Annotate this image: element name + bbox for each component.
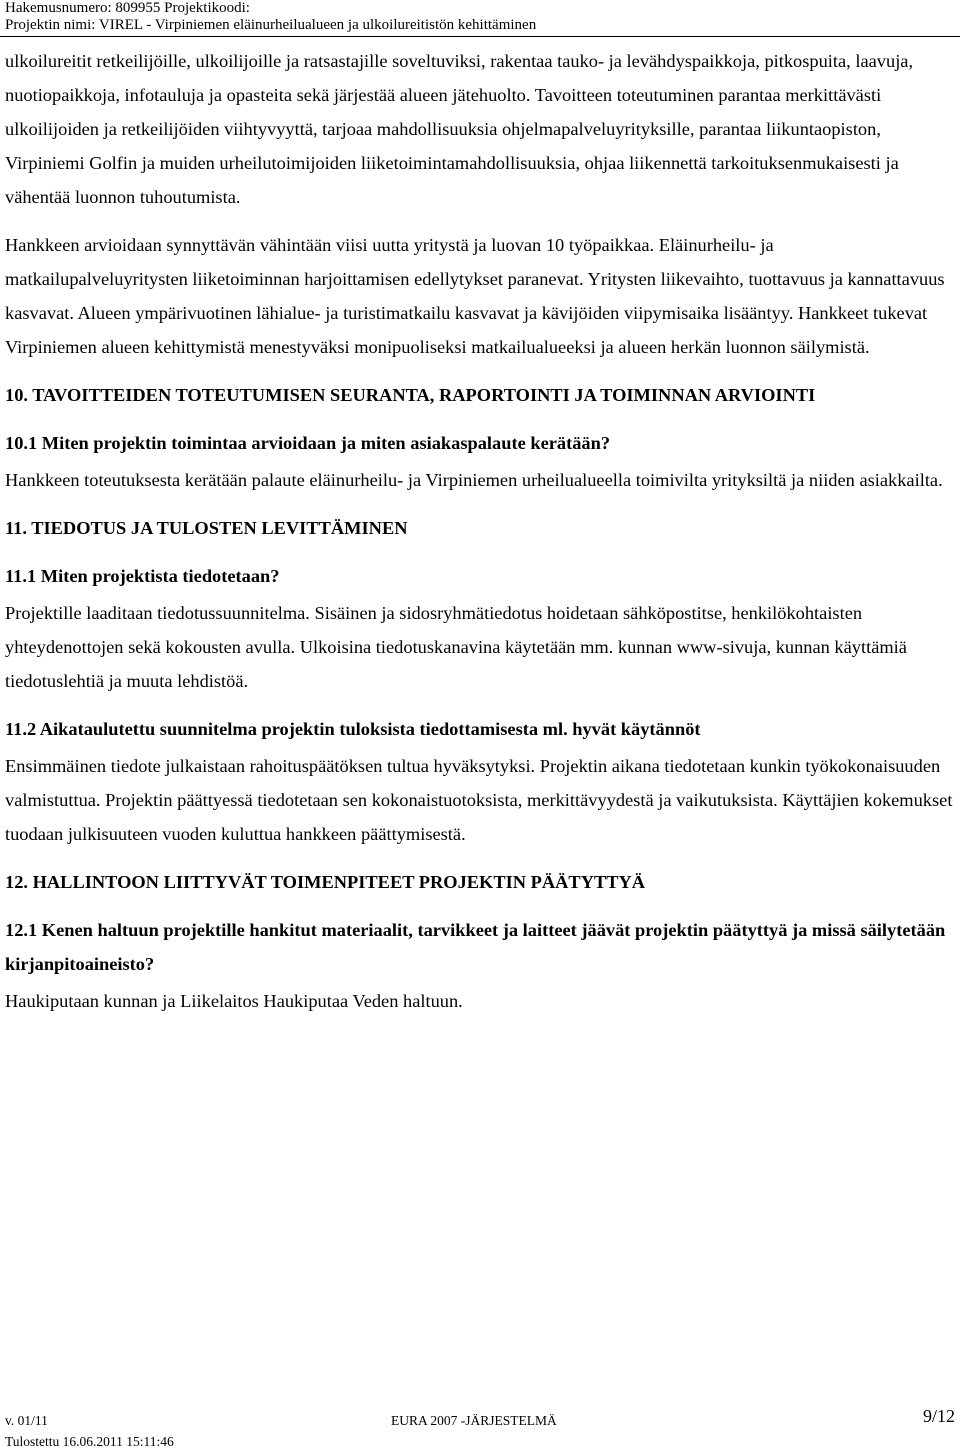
application-number: Hakemusnumero: 809955 Projektikoodi: [5, 0, 250, 16]
subsection-heading-11-2: 11.2 Aikataulutettu suunnitelma projektin tuloksista tiedottamisesta ml. hyvät käytännöt [5, 719, 701, 739]
form-version: v. 01/11 [5, 1413, 48, 1428]
header-divider [0, 36, 960, 37]
page-number: 9/12 [922, 1406, 955, 1426]
page-footer [5, 1404, 955, 1449]
print-timestamp: Tulostettu 16.06.2011 15:11:46 [5, 1434, 174, 1449]
paragraph-goals: ulkoilureitit retkeilijöille, ulkoilijoille ja ratsastajille soveltuviksi, rakentaa tauko- ja levähdyspaikkoja, pitkospuita, laavuja, nuotiopaikkoja, infotauluja ja opasteita sekä järjestää alueen jätehuolto. Tavoitteen toteutuminen parantaa merkittävästi ulkoilijoiden ja retkeilijöiden viihtyvyyttä, tarjoaa mahdollisuuksia ohjelmapalveluyrityksille, parantaa liikuntaopiston, Virpiniemi Golfin ja muiden urheilutoimijoiden liiketoimintamahdollisuuksia, ohjaa liikennettä tarkoituksenmukaisesti ja vähentää luonnon tuhoutumista. [5, 51, 914, 207]
paragraph-10-1: Hankkeen toteutuksesta kerätään palaute eläinurheilu- ja Virpiniemen urheilualueella toimivilta yrityksiltä ja niiden asiakkailta. [5, 470, 943, 490]
paragraph-impact: Hankkeen arvioidaan synnyttävän vähintään viisi uutta yritystä ja luovan 10 työpaikkaa. Eläinurheilu- ja matkailupalveluyritysten liiketoiminnan harjoittamisen edellytykset paranevat. Yritysten liikevaihto, tuottavuus ja kannattavuus kasvavat. Alueen ympärivuotinen lähialue- ja turistimatkailu kasvavat ja kävijöiden viipymisaika lisääntyy. Hankkeet tukevat Virpiniemen alueen kehittymistä menestyväksi monipuoliseksi matkailualueeksi ja alueen herkän luonnon säilymistä. [5, 235, 945, 357]
paragraph-11-2: Ensimmäinen tiedote julkaistaan rahoituspäätöksen tultua hyväksytyksi. Projektin aikana tiedotetaan kunkin työkokonaisuuden valmistuttua. Projektin päättyessä tiedotetaan sen kokonaistuotoksista, merkittävyydestä ja vaikutuksista. Käyttäjien kokemukset tuodaan julkisuuteen vuoden kuluttua hankkeen päättymisestä. [5, 756, 953, 844]
system-name: EURA 2007 -JÄRJESTELMÄ [391, 1413, 557, 1428]
section-heading-12: 12. HALLINTOON LIITTYVÄT TOIMENPITEET PROJEKTIN PÄÄTYTTYÄ [5, 872, 646, 892]
document-body [5, 44, 957, 1032]
subsection-heading-10-1: 10.1 Miten projektin toimintaa arvioidaan ja miten asiakaspalaute kerätään? [5, 433, 611, 453]
subsection-heading-12-1: 12.1 Kenen haltuun projektille hankitut materiaalit, tarvikkeet ja laitteet jäävät projektin päätyttyä ja missä säilytetään kirjanpitoaineisto? [5, 920, 946, 974]
page-header [5, 0, 955, 34]
paragraph-12-1: Haukiputaan kunnan ja Liikelaitos Haukiputaa Veden haltuun. [5, 991, 463, 1011]
subsection-heading-11-1: 11.1 Miten projektista tiedotetaan? [5, 566, 280, 586]
section-heading-11: 11. TIEDOTUS JA TULOSTEN LEVITTÄMINEN [5, 518, 408, 538]
paragraph-11-1: Projektille laaditaan tiedotussuunnitelma. Sisäinen ja sidosryhmätiedotus hoidetaan sähköpostitse, henkilökohtaisten yhteydenottojen sekä kokousten avulla. Ulkoisina tiedotuskanavina käytetään mm. kunnan www-sivuja, kunnan käyttämiä tiedotuslehtiä ja muuta lehdistöä. [5, 603, 907, 691]
project-name: Projektin nimi: VIREL - Virpiniemen eläinurheilualueen ja ulkoilureitistön kehittäminen [5, 17, 537, 33]
section-heading-10: 10. TAVOITTEIDEN TOTEUTUMISEN SEURANTA, RAPORTOINTI JA TOIMINNAN ARVIOINTI [5, 385, 816, 405]
